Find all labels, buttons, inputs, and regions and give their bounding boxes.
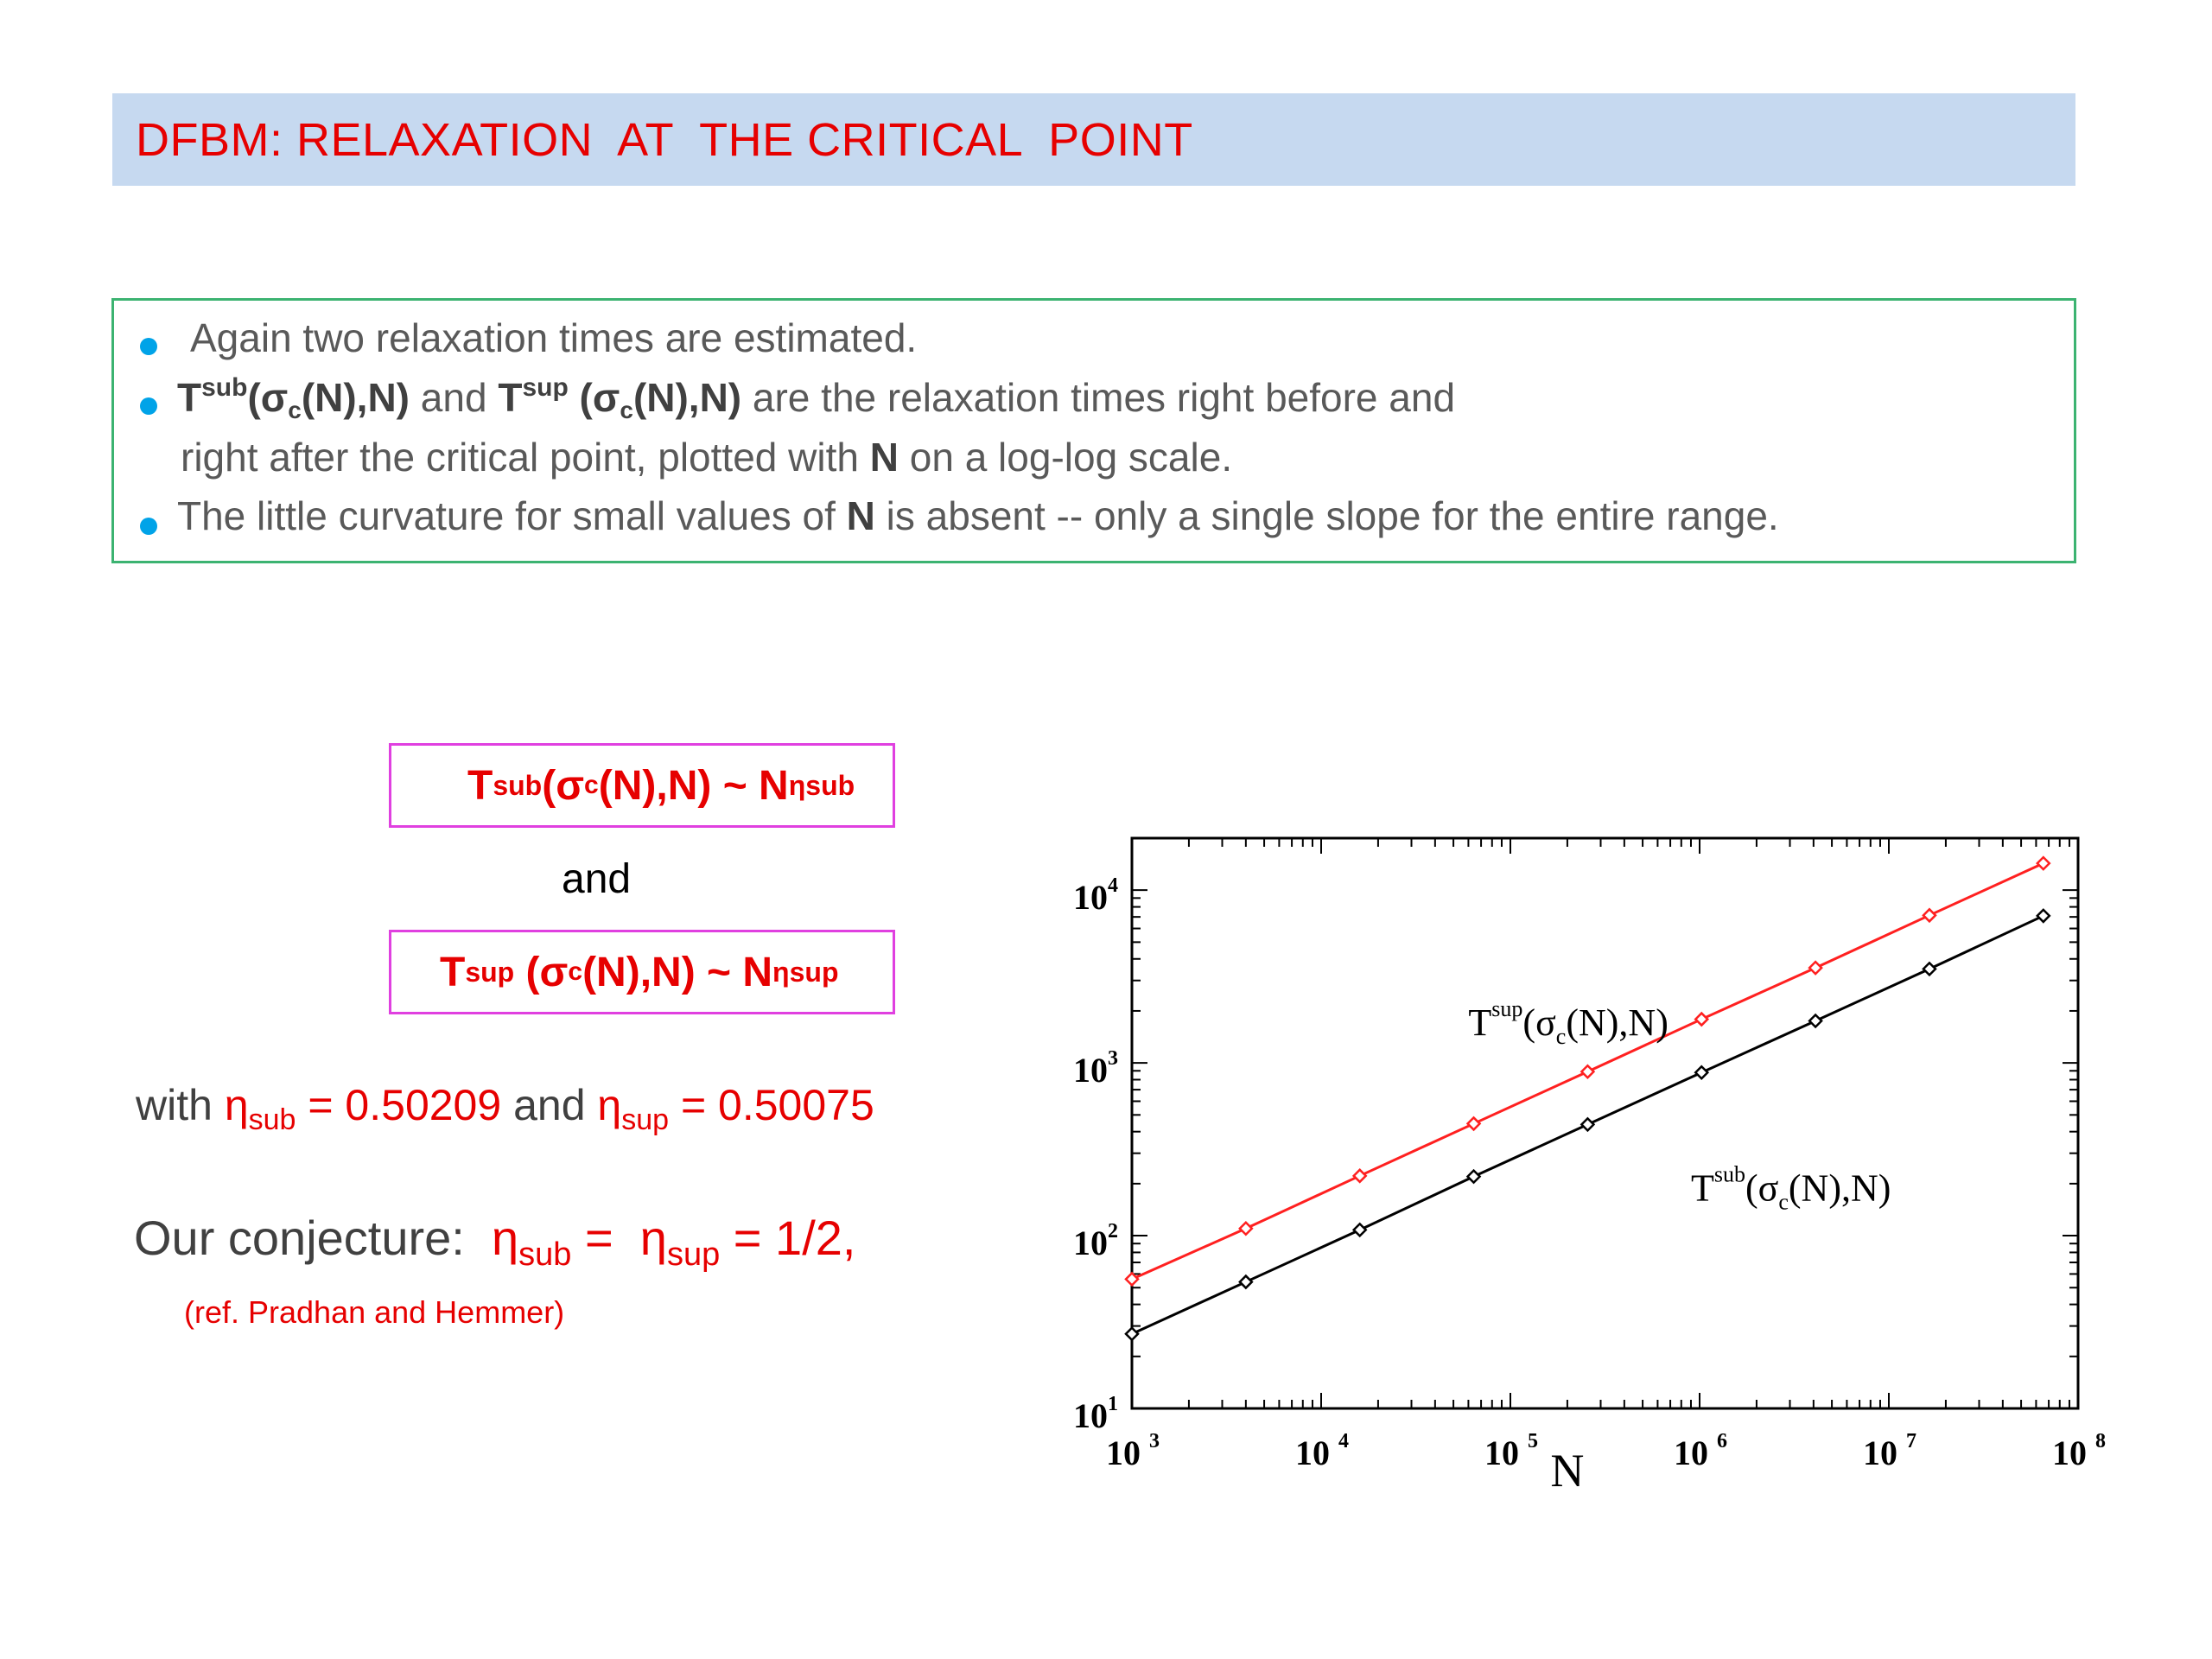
with-label: with <box>136 1081 225 1129</box>
tsub-end: (N),N) <box>301 375 410 420</box>
tsup-c: c <box>620 397 633 423</box>
x-tick-label: 10 <box>1106 1433 1141 1472</box>
series-label-part: (σ <box>1745 1166 1779 1210</box>
f1-end: (N),N) ~ N <box>598 762 789 809</box>
data-point <box>1809 962 1821 974</box>
x-tick-exponent: 8 <box>2095 1430 2106 1452</box>
f1-c: c <box>584 771 599 799</box>
data-point <box>1468 1117 1480 1129</box>
data-point <box>1581 1118 1593 1130</box>
tsub-arg: (σ <box>247 375 289 420</box>
tsup-end: (N),N) <box>632 375 742 420</box>
f2-arg: (σ <box>514 949 569 995</box>
bullet-and: and <box>410 375 499 420</box>
data-point <box>1923 909 1936 921</box>
bullet-text-4b: is absent -- only a single slope for the entire range. <box>874 493 1779 538</box>
conj-eta-sup-index: sup <box>666 1236 721 1274</box>
x-tick-exponent: 3 <box>1149 1430 1160 1452</box>
bullet-text-4a: The little curvature for small values of <box>177 493 847 538</box>
bullet-text-1: Again two relaxation times are estimated. <box>190 315 918 360</box>
bullet-n-4: N <box>846 493 875 538</box>
conjecture-ref: (ref. Pradhan and Hemmer) <box>184 1294 565 1330</box>
bullet-line-4 <box>177 493 1779 539</box>
y-tick-label: 10 <box>1073 1051 1108 1090</box>
x-tick-exponent: 4 <box>1338 1430 1349 1452</box>
axis-ticks <box>1132 838 2078 1408</box>
f2-exponent: ηsup <box>772 956 839 988</box>
data-point <box>1240 1276 1252 1288</box>
tsup-arg: (σ <box>568 375 620 420</box>
data-point <box>1923 963 1936 975</box>
formula-box-sup <box>389 930 895 1014</box>
tsup-symbol: T <box>498 375 523 420</box>
eta-sub-index: sub <box>248 1103 296 1136</box>
eta-values-line <box>136 1080 874 1137</box>
bullet-text-3b: on a log-log scale. <box>898 435 1233 480</box>
slide-title: DFBM: RELAXATION AT THE CRITICAL POINT <box>136 113 1193 166</box>
y-tick-exponent: 3 <box>1108 1047 1118 1071</box>
y-tick-label: 10 <box>1073 1396 1108 1435</box>
y-tick-label: 10 <box>1073 878 1108 918</box>
x-tick-exponent: 6 <box>1717 1430 1727 1452</box>
title-bar <box>112 93 2075 186</box>
f1-exponent: ηsub <box>788 769 855 801</box>
bullet-text-3a: right after the critical point, plotted with <box>181 435 870 480</box>
loglog-chart <box>1028 830 2126 1521</box>
f1-arg: (σ <box>542 762 585 809</box>
bullet-box <box>111 298 2076 563</box>
series-label-part: c <box>1778 1189 1789 1215</box>
data-point <box>1809 1015 1821 1027</box>
formula-box-sub <box>389 743 895 828</box>
data-point <box>1581 1065 1593 1077</box>
x-tick-label: 10 <box>2052 1433 2087 1472</box>
bullet-line-2 <box>177 373 1455 424</box>
x-tick-label: 10 <box>1484 1433 1519 1472</box>
x-tick-exponent: 7 <box>1906 1430 1916 1452</box>
series-label-part: sub <box>1713 1161 1745 1187</box>
bullet-text-2: are the relaxation times right before and <box>741 375 1456 420</box>
series-label-part: T <box>1690 1166 1714 1210</box>
formula-and: and <box>562 856 632 902</box>
conjecture-line <box>134 1210 855 1274</box>
series-label-part: sup <box>1491 995 1523 1021</box>
series-label-part: (N),N) <box>1788 1166 1891 1210</box>
f2-t: T <box>440 949 466 995</box>
x-tick-label: 10 <box>1863 1433 1897 1472</box>
bullet-line-1 <box>190 315 917 361</box>
series-label-0 <box>1468 996 1668 1049</box>
y-tick-exponent: 4 <box>1108 874 1118 898</box>
x-tick-label: 10 <box>1674 1433 1708 1472</box>
conj-eta-sup: η <box>639 1211 667 1265</box>
tsup-sup: sup <box>522 373 569 402</box>
tsub-sup: sub <box>201 373 248 402</box>
series-layer <box>1126 857 2050 1340</box>
series-label-part: c <box>1555 1023 1567 1049</box>
data-point <box>2037 910 2050 922</box>
bullet-dot-3 <box>140 518 157 535</box>
tsub-symbol: T <box>177 375 202 420</box>
tsub-c: c <box>288 397 302 423</box>
plot-frame <box>1132 838 2078 1408</box>
data-point <box>1240 1223 1252 1235</box>
eta-sub-value: = 0.50209 <box>296 1081 502 1129</box>
y-tick-exponent: 1 <box>1108 1393 1118 1415</box>
eta-sub-symbol: η <box>224 1081 249 1129</box>
data-point <box>1695 1066 1707 1078</box>
f2-sup: sup <box>465 956 515 988</box>
x-tick-exponent: 5 <box>1528 1430 1538 1452</box>
bullet-line-3 <box>181 434 1232 480</box>
with-and: and <box>501 1081 598 1129</box>
f1-t: T <box>467 762 493 809</box>
y-tick-label: 10 <box>1073 1224 1108 1263</box>
bullet-dot-1 <box>140 338 157 355</box>
data-point <box>1468 1171 1480 1183</box>
f2-c: c <box>568 957 583 986</box>
x-axis-label: N <box>1550 1445 1585 1497</box>
series-label-part: (N),N) <box>1566 1001 1669 1044</box>
series-label-part: (σ <box>1522 1001 1556 1044</box>
data-point <box>1354 1170 1366 1182</box>
eta-sup-value: = 0.50075 <box>669 1081 874 1129</box>
conjecture-label: Our conjecture: <box>134 1211 492 1265</box>
data-point <box>1126 1328 1138 1340</box>
f1-sup: sub <box>493 769 543 801</box>
data-point <box>1126 1273 1138 1285</box>
bullet-dot-2 <box>140 397 157 415</box>
data-point <box>1695 1014 1707 1026</box>
conj-eta-sub-index: sub <box>518 1236 572 1274</box>
f2-end: (N),N) ~ N <box>582 949 773 995</box>
x-tick-label: 10 <box>1295 1433 1330 1472</box>
data-point <box>2037 857 2050 869</box>
labels-layer <box>1073 874 2106 1497</box>
eta-sup-index: sup <box>621 1103 670 1136</box>
data-point <box>1354 1224 1366 1236</box>
eta-sup-symbol: η <box>597 1081 622 1129</box>
conj-eta-sub: η <box>491 1211 519 1265</box>
series-label-1 <box>1691 1161 1891 1214</box>
bullet-n-3: N <box>869 435 899 480</box>
conj-eq1: = <box>571 1211 640 1265</box>
conj-eq2: = 1/2, <box>720 1211 856 1265</box>
y-tick-exponent: 2 <box>1108 1220 1118 1243</box>
series-label-part: T <box>1468 1001 1492 1044</box>
